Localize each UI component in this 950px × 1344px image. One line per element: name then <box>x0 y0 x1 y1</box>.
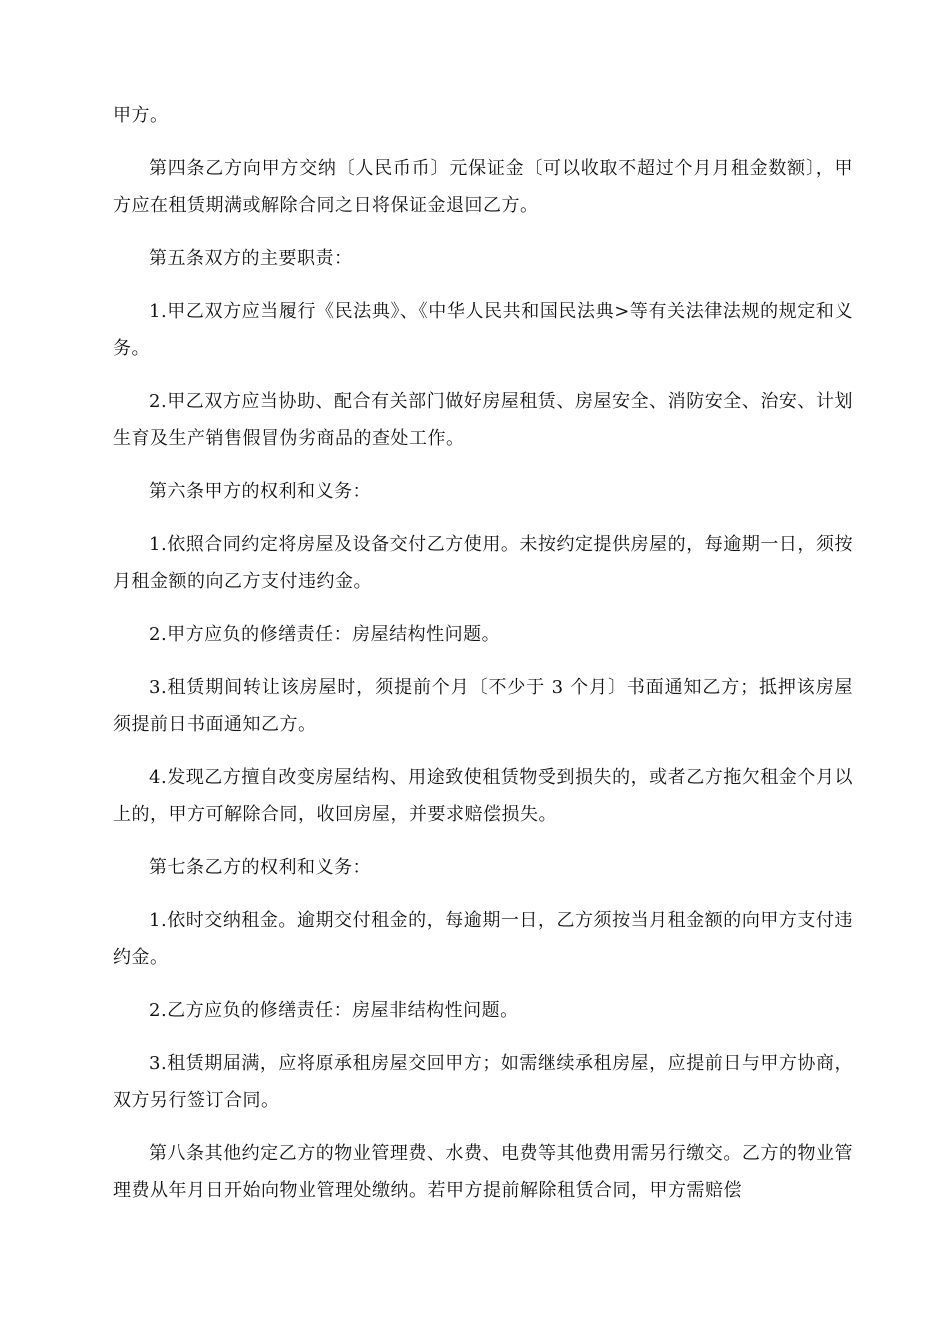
paragraph-article-4: 第四条乙方向甲方交纳〔人民币币〕元保证金〔可以收取不超过个月月租金数额〕，甲方应在租赁期满或解除合同之日将保证金退回乙方。 <box>113 158 853 216</box>
paragraph-article-7-item-3: 3.租赁期届满，应将原承租房屋交回甲方；如需继续承租房屋，应提前日与甲方协商，双方另行签订合同。 <box>113 1053 853 1111</box>
paragraph-article-5-item-1: 1.甲乙双方应当履行《民法典》、《中华人民共和国民法典>等有关法律法规的规定和义务。 <box>113 301 853 359</box>
paragraph-article-6-item-1: 1.依照合同约定将房屋及设备交付乙方使用。未按约定提供房屋的，每逾期一日，须按月租金额的向乙方支付违约金。 <box>113 534 853 592</box>
paragraph-article-7-heading: 第七条乙方的权利和义务： <box>149 857 371 878</box>
paragraph-continuation: 甲方。 <box>113 105 169 126</box>
paragraph-article-5-heading: 第五条双方的主要职责： <box>149 248 353 269</box>
paragraph-article-8: 第八条其他约定乙方的物业管理费、水费、电费等其他费用需另行缴交。乙方的物业管理费从年月日开始向物业管理处缴纳。若甲方提前解除租赁合同，甲方需赔偿 <box>113 1143 853 1201</box>
paragraph-article-7-item-1: 1.依时交纳租金。逾期交付租金的，每逾期一日，乙方须按当月租金额的向甲方支付违约金。 <box>113 910 853 968</box>
paragraph-article-6-heading: 第六条甲方的权利和义务： <box>149 481 371 502</box>
paragraph-article-6-item-2: 2.甲方应负的修缮责任：房屋结构性问题。 <box>149 624 501 645</box>
paragraph-article-6-item-4: 4.发现乙方擅自改变房屋结构、用途致使租赁物受到损失的，或者乙方拖欠租金个月以上的，甲方可解除合同，收回房屋，并要求赔偿损失。 <box>113 767 853 825</box>
paragraph-article-7-item-2: 2.乙方应负的修缮责任：房屋非结构性问题。 <box>149 1000 519 1021</box>
paragraph-article-6-item-3: 3.租赁期间转让该房屋时，须提前个月〔不少于 3 个月〕书面通知乙方；抵押该房屋须提前日书面通知乙方。 <box>113 677 853 735</box>
document-body <box>113 97 853 1225</box>
paragraph-article-5-item-2: 2.甲乙双方应当协助、配合有关部门做好房屋租赁、房屋安全、消防安全、治安、计划生育及生产销售假冒伪劣商品的查处工作。 <box>113 391 853 449</box>
